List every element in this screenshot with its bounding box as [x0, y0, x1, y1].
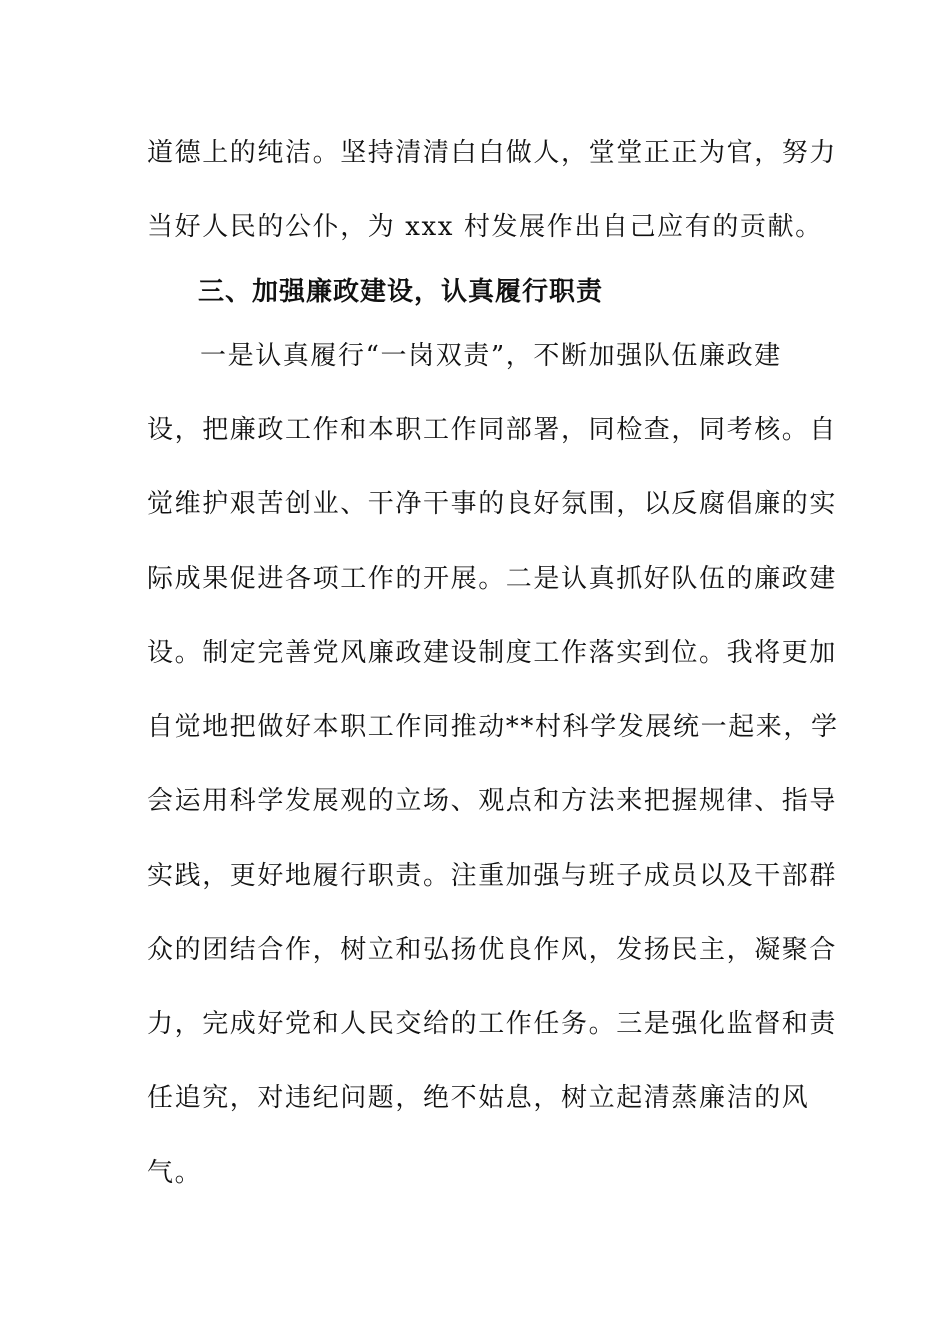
body-text-line: 任追究，对违纪问题，绝不姑息，树立起清蒸廉洁的风: [147, 1083, 810, 1113]
body-text-line: 会运用科学发展观的立场、观点和方法来把握规律、指导: [147, 786, 838, 816]
section-heading: 三、加强廉政建设，认真履行职责: [198, 277, 604, 307]
body-text-line: 当好人民的公仆，为 xxx 村发展作出自己应有的贡献。: [147, 212, 823, 242]
body-text-line: 实践，更好地履行职责。注重加强与班子成员以及干部群: [147, 861, 838, 891]
body-text-line: 设，把廉政工作和本职工作同部署，同检查，同考核。自: [147, 415, 838, 445]
body-text-line: 际成果促进各项工作的开展。二是认真抓好队伍的廉政建: [147, 564, 838, 594]
body-text-line: 自觉地把做好本职工作同推动**村科学发展统一起来，学: [147, 712, 839, 742]
body-text-line: 众的团结合作，树立和弘扬优良作风，发扬民主，凝聚合: [147, 935, 838, 965]
body-text-line: 设。制定完善党风廉政建设制度工作落实到位。我将更加: [147, 638, 838, 668]
paragraph-first-line: 一是认真履行“一岗双责”，不断加强队伍廉政建: [200, 341, 782, 371]
body-text-line: 力，完成好党和人民交给的工作任务。三是强化监督和责: [147, 1009, 838, 1039]
body-text-line: 道德上的纯洁。坚持清清白白做人，堂堂正正为官，努力: [147, 138, 838, 168]
body-text-line: 气。: [147, 1158, 203, 1188]
body-text-line: 觉维护艰苦创业、干净干事的良好氛围，以反腐倡廉的实: [147, 489, 838, 519]
